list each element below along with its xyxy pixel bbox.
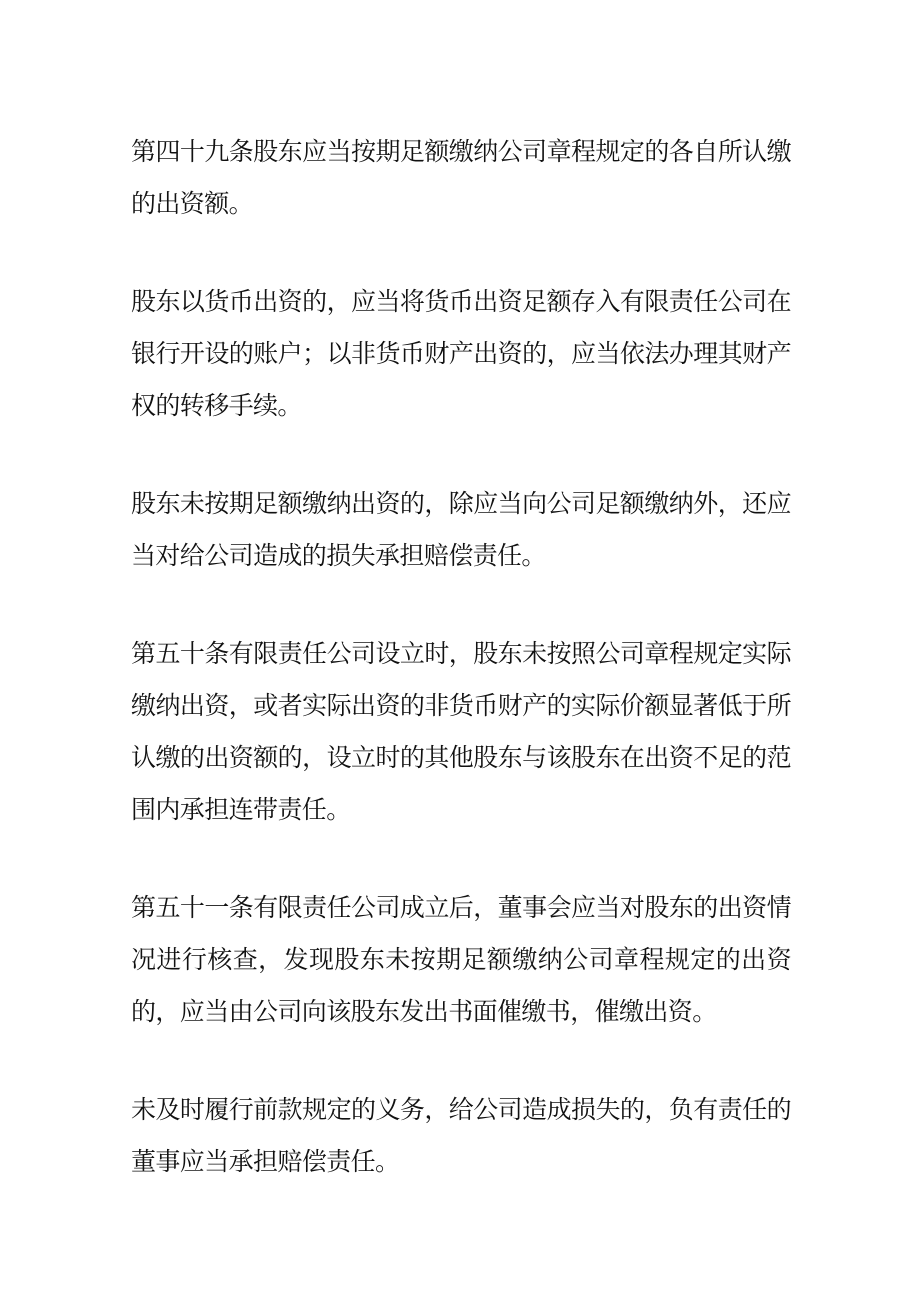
paragraph-unpaid-contribution: 股东未按期足额缴纳出资的，除应当向公司足额缴纳外，还应当对给公司造成的损失承担赔偿责任。 (131, 489, 791, 570)
paragraph-article-49: 第四十九条股东应当按期足额缴纳公司章程规定的各自所认缴的出资额。 (131, 137, 791, 218)
paragraph-director-liability: 未及时履行前款规定的义务，给公司造成损失的，负有责任的董事应当承担赔偿责任。 (131, 1095, 791, 1176)
document-body (131, 126, 791, 1234)
paragraph-article-50: 第五十条有限责任公司设立时，股东未按照公司章程规定实际缴纳出资，或者实际出资的非货币财产的实际价额显著低于所认缴的出资额的，设立时的其他股东与该股东在出资不足的范围内承担连带责任。 (131, 639, 791, 824)
paragraph-capital-contribution: 股东以货币出资的，应当将货币出资足额存入有限责任公司在银行开设的账户；以非货币财产出资的，应当依法办理其财产权的转移手续。 (131, 287, 791, 420)
paragraph-article-51: 第五十一条有限责任公司成立后，董事会应当对股东的出资情况进行核查，发现股东未按期足额缴纳公司章程规定的出资的，应当由公司向该股东发出书面催缴书，催缴出资。 (131, 893, 791, 1026)
